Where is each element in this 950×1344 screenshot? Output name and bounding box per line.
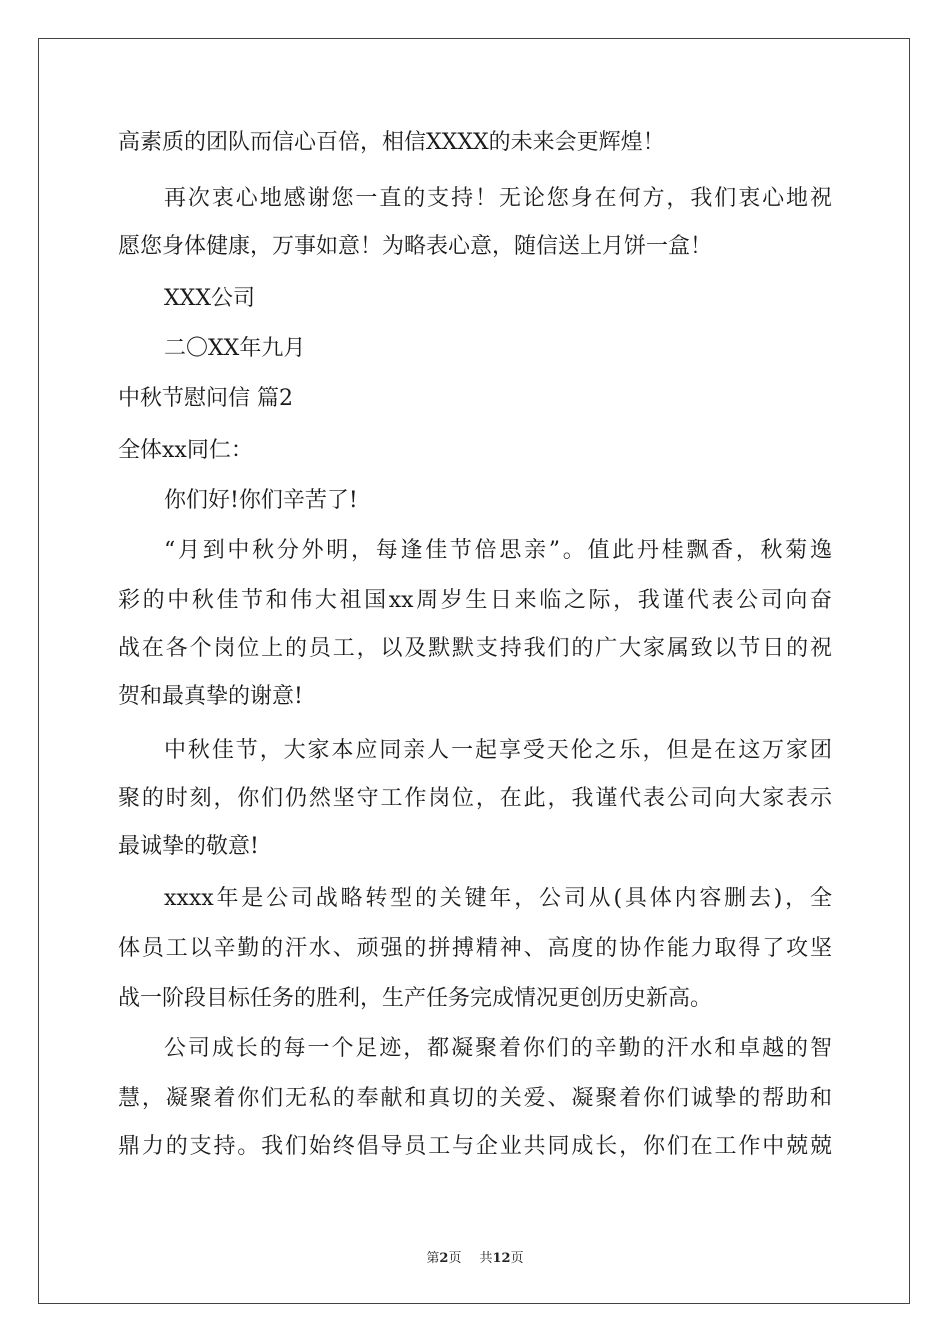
text-line: 中秋佳节，大家本应同亲人一起享受天伦之乐，但是在这万家团 bbox=[164, 738, 832, 763]
page-border bbox=[38, 38, 910, 1304]
text-line: 愿您身体健康，万事如意！为略表心意，随信送上月饼一盒！ bbox=[118, 234, 713, 259]
signature-date: 二〇XX年九月 bbox=[164, 336, 306, 361]
footer-page-suffix: 页 bbox=[448, 1251, 462, 1266]
text-line: 体员工以辛勤的汗水、顽强的拼搏精神、高度的协作能力取得了攻坚 bbox=[118, 936, 832, 961]
footer-page-number: 2 bbox=[439, 1251, 449, 1266]
page-footer bbox=[0, 1250, 950, 1268]
text-line: 慧，凝聚着你们无私的奉献和真切的关爱、凝聚着你们诚挚的帮助和 bbox=[118, 1086, 832, 1111]
text-line: 再次衷心地感谢您一直的支持！无论您身在何方，我们衷心地祝 bbox=[164, 186, 832, 211]
text-line: 贺和最真挚的谢意! bbox=[118, 684, 303, 709]
footer-total-pages: 12 bbox=[492, 1251, 511, 1266]
text-line: 鼎力的支持。我们始终倡导员工与企业共同成长，你们在工作中兢兢 bbox=[118, 1134, 832, 1159]
footer-total-prefix: 共 bbox=[479, 1251, 493, 1266]
text-line: “月到中秋分外明，每逢佳节倍思亲”。值此丹桂飘香，秋菊逸 bbox=[164, 538, 832, 563]
text-line: 战在各个岗位上的员工，以及默默支持我们的广大家属致以节日的祝 bbox=[118, 636, 832, 661]
text-line: 彩的中秋佳节和伟大祖国xx周岁生日来临之际，我谨代表公司向奋 bbox=[118, 588, 832, 613]
text-line: 你们好!你们辛苦了! bbox=[164, 488, 358, 513]
text-line: 公司成长的每一个足迹，都凝聚着你们的辛勤的汗水和卓越的智 bbox=[164, 1036, 832, 1061]
text-line: xxxx年是公司战略转型的关键年，公司从(具体内容删去)，全 bbox=[164, 886, 832, 911]
footer-prefix: 第 bbox=[426, 1251, 440, 1266]
salutation: 全体xx同仁： bbox=[118, 438, 253, 463]
text-line: 最诚挚的敬意! bbox=[118, 834, 259, 859]
section-heading: 中秋节慰问信 篇2 bbox=[118, 386, 293, 411]
text-line: 聚的时刻，你们仍然坚守工作岗位，在此，我谨代表公司向大家表示 bbox=[118, 786, 832, 811]
text-line: 高素质的团队而信心百倍，相信XXXX的未来会更辉煌！ bbox=[118, 130, 665, 155]
footer-total-suffix: 页 bbox=[510, 1251, 524, 1266]
text-line: 战一阶段目标任务的胜利，生产任务完成情况更创历史新高。 bbox=[118, 986, 713, 1011]
signature-company: XXX公司 bbox=[164, 286, 255, 311]
